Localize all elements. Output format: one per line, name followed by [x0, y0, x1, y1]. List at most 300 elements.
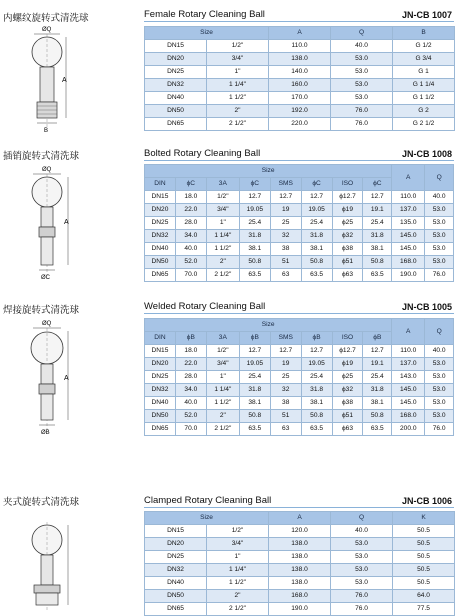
table-cell: 53.0 [425, 410, 454, 423]
header-din-b: ϕB [175, 332, 206, 345]
table-row [145, 118, 455, 131]
table-cell: DN65 [145, 118, 207, 131]
table-cell: 1" [207, 551, 269, 564]
table-cell: 53.0 [331, 538, 393, 551]
table-row [145, 66, 455, 79]
table-cell: 50.8 [301, 410, 332, 423]
table-cell: 1" [206, 371, 239, 384]
table-cell: DN40 [145, 243, 176, 256]
table-row [145, 423, 454, 436]
table-cell: 38.1 [363, 397, 392, 410]
table-cell: 143.0 [392, 371, 425, 384]
table-cell: 2" [207, 105, 269, 118]
header-iso-c: ϕC [363, 178, 392, 191]
table-cell: 63.5 [301, 269, 332, 282]
table-cell: 110.0 [392, 345, 425, 358]
table-cell: 63.5 [363, 269, 392, 282]
table-cell: 1 1/2" [206, 243, 239, 256]
table-cell: 53.0 [425, 243, 454, 256]
table-cell: DN20 [145, 538, 207, 551]
table-cell: 50.8 [239, 410, 270, 423]
table-cell: 50.8 [239, 256, 270, 269]
table-cell: ϕ19 [332, 204, 363, 217]
table-row [145, 105, 455, 118]
table-row [145, 410, 454, 423]
table-row [145, 40, 455, 53]
table-cell: 52.0 [175, 256, 206, 269]
header-k: K [393, 512, 455, 525]
table-cell: ϕ38 [332, 243, 363, 256]
table-cell: 50.8 [363, 256, 392, 269]
table-cell: ϕ51 [332, 410, 363, 423]
table-row [145, 256, 454, 269]
table-cell: 12.7 [239, 191, 270, 204]
header-3a-c: ϕC [239, 178, 270, 191]
table-row [145, 269, 454, 282]
table-cell: 31.8 [363, 384, 392, 397]
table-cell: 51 [270, 256, 301, 269]
table-cell: 63.5 [239, 269, 270, 282]
drawing-label-a: A [64, 375, 69, 382]
table-row [145, 92, 455, 105]
section-header [144, 146, 454, 161]
table-row [145, 590, 455, 603]
table-cell: 3/4" [206, 358, 239, 371]
header-q: Q [425, 319, 454, 345]
section-cn-title: 内螺纹旋转式清洗球 [3, 13, 89, 24]
table-cell: 3/4" [207, 53, 269, 66]
table-cell: ϕ63 [332, 269, 363, 282]
table-cell: 25.4 [363, 371, 392, 384]
table-cell: 19.05 [239, 358, 270, 371]
table-cell: 38.1 [239, 243, 270, 256]
table-cell: 38.1 [301, 243, 332, 256]
table-row [145, 371, 454, 384]
header-size-group: Size [145, 165, 392, 178]
table-cell: 38 [270, 397, 301, 410]
table-cell: 70.0 [175, 423, 206, 436]
welded-ball-drawing [22, 318, 132, 440]
table-cell: 40.0 [175, 397, 206, 410]
table-cell: 3/4" [207, 538, 269, 551]
table-cell: 1 1/2" [207, 92, 269, 105]
table-cell: 1/2" [206, 191, 239, 204]
table-cell: 19.05 [301, 204, 332, 217]
table-cell: 53.0 [425, 256, 454, 269]
table-cell: DN20 [145, 358, 176, 371]
drawing-label-b: B [44, 128, 49, 134]
table-row [145, 217, 454, 230]
table-cell: 63.5 [363, 423, 392, 436]
header-q: Q [425, 165, 454, 191]
table-cell: 34.0 [175, 384, 206, 397]
table-row [145, 384, 454, 397]
table-cell: DN32 [145, 564, 207, 577]
table-row [145, 525, 455, 538]
table-cell: 140.0 [269, 66, 331, 79]
table-cell: DN25 [145, 371, 176, 384]
table-cell: G 1 1/2 [393, 92, 455, 105]
table-cell: 137.0 [392, 358, 425, 371]
table-cell: 12.7 [363, 191, 392, 204]
table-cell: G 2 [393, 105, 455, 118]
table-cell: 53.0 [425, 230, 454, 243]
section-cn-title: 插销旋转式清洗球 [3, 151, 80, 162]
section-cn-title: 焊接旋转式清洗球 [3, 305, 80, 316]
table-cell: 135.0 [392, 217, 425, 230]
table-row [145, 603, 455, 616]
table-cell: 76.0 [331, 590, 393, 603]
table-cell: 220.0 [269, 118, 331, 131]
table-cell: 76.0 [331, 118, 393, 131]
table-cell: 2 1/2" [207, 603, 269, 616]
table-cell: 12.7 [239, 345, 270, 358]
section-header [144, 7, 454, 22]
table-cell: 2" [206, 410, 239, 423]
section-en-title: Welded Rotary Cleaning Ball [144, 301, 266, 312]
table-cell: 1" [206, 217, 239, 230]
table-cell: 31.8 [363, 230, 392, 243]
section-en-title: Female Rotary Cleaning Ball [144, 9, 265, 20]
table-row [145, 191, 454, 204]
table-cell: 76.0 [331, 105, 393, 118]
table-cell: DN32 [145, 230, 176, 243]
table-cell: DN15 [145, 40, 207, 53]
table-cell: DN20 [145, 204, 176, 217]
header-a: A [269, 27, 331, 40]
table-cell: 22.0 [175, 358, 206, 371]
drawing-label-a: A [62, 77, 67, 84]
header-a: A [392, 319, 425, 345]
table-cell: 50.5 [393, 551, 455, 564]
table-cell: 31.8 [301, 384, 332, 397]
table-cell: 170.0 [269, 92, 331, 105]
header-size-group: Size [145, 319, 392, 332]
table-cell: 22.0 [175, 204, 206, 217]
table-cell: 38.1 [239, 397, 270, 410]
spec-table [144, 511, 455, 616]
header-sms-b: ϕB [301, 332, 332, 345]
table-cell: 53.0 [331, 79, 393, 92]
table-cell: 2" [207, 590, 269, 603]
spec-table [144, 318, 454, 436]
table-row [145, 230, 454, 243]
table-cell: DN50 [145, 590, 207, 603]
header-3a-b: ϕB [239, 332, 270, 345]
table-cell: G 3/4 [393, 53, 455, 66]
table-row [145, 577, 455, 590]
table-cell: 50.8 [301, 256, 332, 269]
table-cell: 31.8 [239, 230, 270, 243]
spec-table [144, 26, 455, 131]
table-cell: DN25 [145, 66, 207, 79]
section-header [144, 493, 454, 508]
table-row [145, 243, 454, 256]
drawing-label-q: ØQ [42, 167, 52, 173]
table-cell: ϕ19 [332, 358, 363, 371]
table-cell: G 2 1/2 [393, 118, 455, 131]
model-code: JN-CB 1005 [401, 302, 452, 312]
table-cell: 63.5 [239, 423, 270, 436]
header-q: Q [331, 27, 393, 40]
table-cell: 25.4 [301, 371, 332, 384]
table-cell: 50.5 [393, 577, 455, 590]
table-cell: 38.1 [363, 243, 392, 256]
table-row [145, 564, 455, 577]
table-cell: ϕ32 [332, 384, 363, 397]
table-cell: 168.0 [392, 410, 425, 423]
header-a: A [392, 165, 425, 191]
bolted-ball-drawing [22, 164, 132, 284]
section-en-title: Bolted Rotary Cleaning Ball [144, 148, 261, 159]
table-cell: 19.05 [239, 204, 270, 217]
table-row [145, 345, 454, 358]
table-cell: G 1 1/4 [393, 79, 455, 92]
table-cell: 190.0 [392, 269, 425, 282]
header-sms-c: ϕC [301, 178, 332, 191]
table-cell: 50.8 [363, 410, 392, 423]
table-cell: 50.5 [393, 564, 455, 577]
table-cell: 168.0 [269, 590, 331, 603]
table-cell: 3/4" [206, 204, 239, 217]
table-cell: 145.0 [392, 397, 425, 410]
spec-table [144, 164, 454, 282]
table-cell: 77.5 [393, 603, 455, 616]
table-cell: 76.0 [425, 423, 454, 436]
table-cell: 34.0 [175, 230, 206, 243]
table-cell: 28.0 [175, 217, 206, 230]
table-cell: 63 [270, 423, 301, 436]
table-cell: 1/2" [207, 525, 269, 538]
drawing-label-q: ØQ [42, 27, 52, 33]
header-size: Size [145, 27, 269, 40]
section-header [144, 299, 454, 314]
table-row [145, 358, 454, 371]
table-cell: 50.5 [393, 538, 455, 551]
table-row [145, 397, 454, 410]
table-cell: 50.5 [393, 525, 455, 538]
table-cell: 19 [270, 358, 301, 371]
table-cell: 160.0 [269, 79, 331, 92]
table-cell: 120.0 [269, 525, 331, 538]
table-cell: 53.0 [331, 92, 393, 105]
header-sms: SMS [270, 332, 301, 345]
table-cell: 40.0 [425, 345, 454, 358]
table-cell: DN50 [145, 256, 176, 269]
table-cell: DN15 [145, 345, 176, 358]
table-cell: 63.5 [301, 423, 332, 436]
table-cell: 18.0 [175, 345, 206, 358]
table-cell: 145.0 [392, 230, 425, 243]
table-cell: DN15 [145, 525, 207, 538]
table-cell: 25 [270, 217, 301, 230]
table-cell: DN65 [145, 269, 176, 282]
table-cell: 25.4 [301, 217, 332, 230]
table-cell: 12.7 [301, 191, 332, 204]
header-size: Size [145, 512, 269, 525]
header-a: A [269, 512, 331, 525]
table-cell: 53.0 [331, 66, 393, 79]
table-cell: DN20 [145, 53, 207, 66]
table-cell: 53.0 [425, 371, 454, 384]
drawing-label-b: ØB [41, 430, 50, 436]
table-cell: ϕ25 [332, 371, 363, 384]
table-cell: 76.0 [331, 603, 393, 616]
table-cell: 76.0 [425, 269, 454, 282]
table-cell: 1 1/4" [207, 79, 269, 92]
table-cell: 25.4 [239, 217, 270, 230]
table-cell: 138.0 [269, 577, 331, 590]
clamped-ball-drawing [22, 520, 132, 612]
table-cell: 40.0 [331, 40, 393, 53]
table-cell: DN50 [145, 410, 176, 423]
table-cell: 38 [270, 243, 301, 256]
table-cell: 200.0 [392, 423, 425, 436]
table-cell: ϕ12.7 [332, 191, 363, 204]
table-cell: 53.0 [331, 577, 393, 590]
table-cell: 28.0 [175, 371, 206, 384]
table-cell: 25.4 [363, 217, 392, 230]
table-cell: 32 [270, 230, 301, 243]
header-iso: ISO [332, 332, 363, 345]
model-code: JN-CB 1006 [401, 496, 452, 506]
table-cell: 145.0 [392, 243, 425, 256]
table-cell: 64.0 [393, 590, 455, 603]
table-cell: ϕ12.7 [332, 345, 363, 358]
model-code: JN-CB 1008 [401, 149, 452, 159]
table-cell: 138.0 [269, 551, 331, 564]
table-cell: 137.0 [392, 204, 425, 217]
table-cell: 12.7 [270, 345, 301, 358]
drawing-label-c: ØC [41, 275, 50, 281]
table-cell: DN32 [145, 384, 176, 397]
table-cell: DN40 [145, 92, 207, 105]
table-cell: 25 [270, 371, 301, 384]
header-din: DIN [145, 178, 176, 191]
table-cell: 190.0 [269, 603, 331, 616]
table-cell: 2 1/2" [206, 269, 239, 282]
header-din: DIN [145, 332, 176, 345]
table-cell: DN50 [145, 105, 207, 118]
table-cell: 52.0 [175, 410, 206, 423]
model-code: JN-CB 1007 [401, 10, 452, 20]
table-row [145, 204, 454, 217]
section-en-title: Clamped Rotary Cleaning Ball [144, 495, 272, 506]
header-sms: SMS [270, 178, 301, 191]
table-cell: 53.0 [425, 397, 454, 410]
table-cell: 1/2" [207, 40, 269, 53]
header-3a: 3A [206, 332, 239, 345]
table-cell: 192.0 [269, 105, 331, 118]
table-cell: 53.0 [331, 564, 393, 577]
table-row [145, 551, 455, 564]
table-cell: DN40 [145, 397, 176, 410]
table-cell: 31.8 [239, 384, 270, 397]
table-cell: DN25 [145, 217, 176, 230]
table-cell: 40.0 [331, 525, 393, 538]
table-cell: 18.0 [175, 191, 206, 204]
header-iso: ISO [332, 178, 363, 191]
table-cell: 70.0 [175, 269, 206, 282]
table-cell: DN65 [145, 423, 176, 436]
table-cell: DN40 [145, 577, 207, 590]
table-cell: 19 [270, 204, 301, 217]
table-cell: 2 1/2" [207, 118, 269, 131]
table-cell: 19.1 [363, 358, 392, 371]
table-cell: 53.0 [331, 53, 393, 66]
table-cell: 51 [270, 410, 301, 423]
table-cell: 53.0 [331, 551, 393, 564]
table-cell: 38.1 [301, 397, 332, 410]
table-cell: DN65 [145, 603, 207, 616]
header-3a: 3A [206, 178, 239, 191]
table-cell: ϕ38 [332, 397, 363, 410]
table-cell: 12.7 [270, 191, 301, 204]
table-row [145, 538, 455, 551]
header-q: Q [331, 512, 393, 525]
table-cell: 63 [270, 269, 301, 282]
table-cell: 168.0 [392, 256, 425, 269]
table-cell: DN25 [145, 551, 207, 564]
table-cell: 145.0 [392, 384, 425, 397]
header-iso-b: ϕB [363, 332, 392, 345]
table-cell: 53.0 [425, 384, 454, 397]
table-cell: 31.8 [301, 230, 332, 243]
table-cell: G 1 [393, 66, 455, 79]
table-cell: 1 1/4" [206, 384, 239, 397]
table-cell: 53.0 [425, 217, 454, 230]
drawing-label-a: A [64, 219, 69, 226]
table-cell: 25.4 [239, 371, 270, 384]
table-cell: 19.1 [363, 204, 392, 217]
table-cell: DN32 [145, 79, 207, 92]
table-cell: 53.0 [425, 204, 454, 217]
header-din-c: ϕC [175, 178, 206, 191]
table-cell: 53.0 [425, 358, 454, 371]
table-cell: 1/2" [206, 345, 239, 358]
table-cell: 110.0 [392, 191, 425, 204]
table-cell: 12.7 [363, 345, 392, 358]
table-cell: 1 1/4" [207, 564, 269, 577]
table-cell: 19.05 [301, 358, 332, 371]
female-ball-drawing [22, 24, 132, 134]
table-cell: 12.7 [301, 345, 332, 358]
table-cell: 138.0 [269, 538, 331, 551]
table-cell: 1 1/2" [206, 397, 239, 410]
table-cell: 138.0 [269, 53, 331, 66]
table-cell: 40.0 [425, 191, 454, 204]
table-cell: DN15 [145, 191, 176, 204]
drawing-label-q: ØQ [42, 321, 52, 327]
table-cell: 1" [207, 66, 269, 79]
table-cell: ϕ63 [332, 423, 363, 436]
table-cell: G 1/2 [393, 40, 455, 53]
table-cell: 1 1/4" [206, 230, 239, 243]
table-cell: 40.0 [175, 243, 206, 256]
table-row [145, 79, 455, 92]
table-cell: 1 1/2" [207, 577, 269, 590]
table-row [145, 53, 455, 66]
table-cell: ϕ25 [332, 217, 363, 230]
section-cn-title: 夹式旋转式清洗球 [3, 497, 80, 508]
table-cell: 2" [206, 256, 239, 269]
header-b: B [393, 27, 455, 40]
table-cell: 2 1/2" [206, 423, 239, 436]
table-cell: 110.0 [269, 40, 331, 53]
table-cell: ϕ51 [332, 256, 363, 269]
table-cell: ϕ32 [332, 230, 363, 243]
table-cell: 32 [270, 384, 301, 397]
